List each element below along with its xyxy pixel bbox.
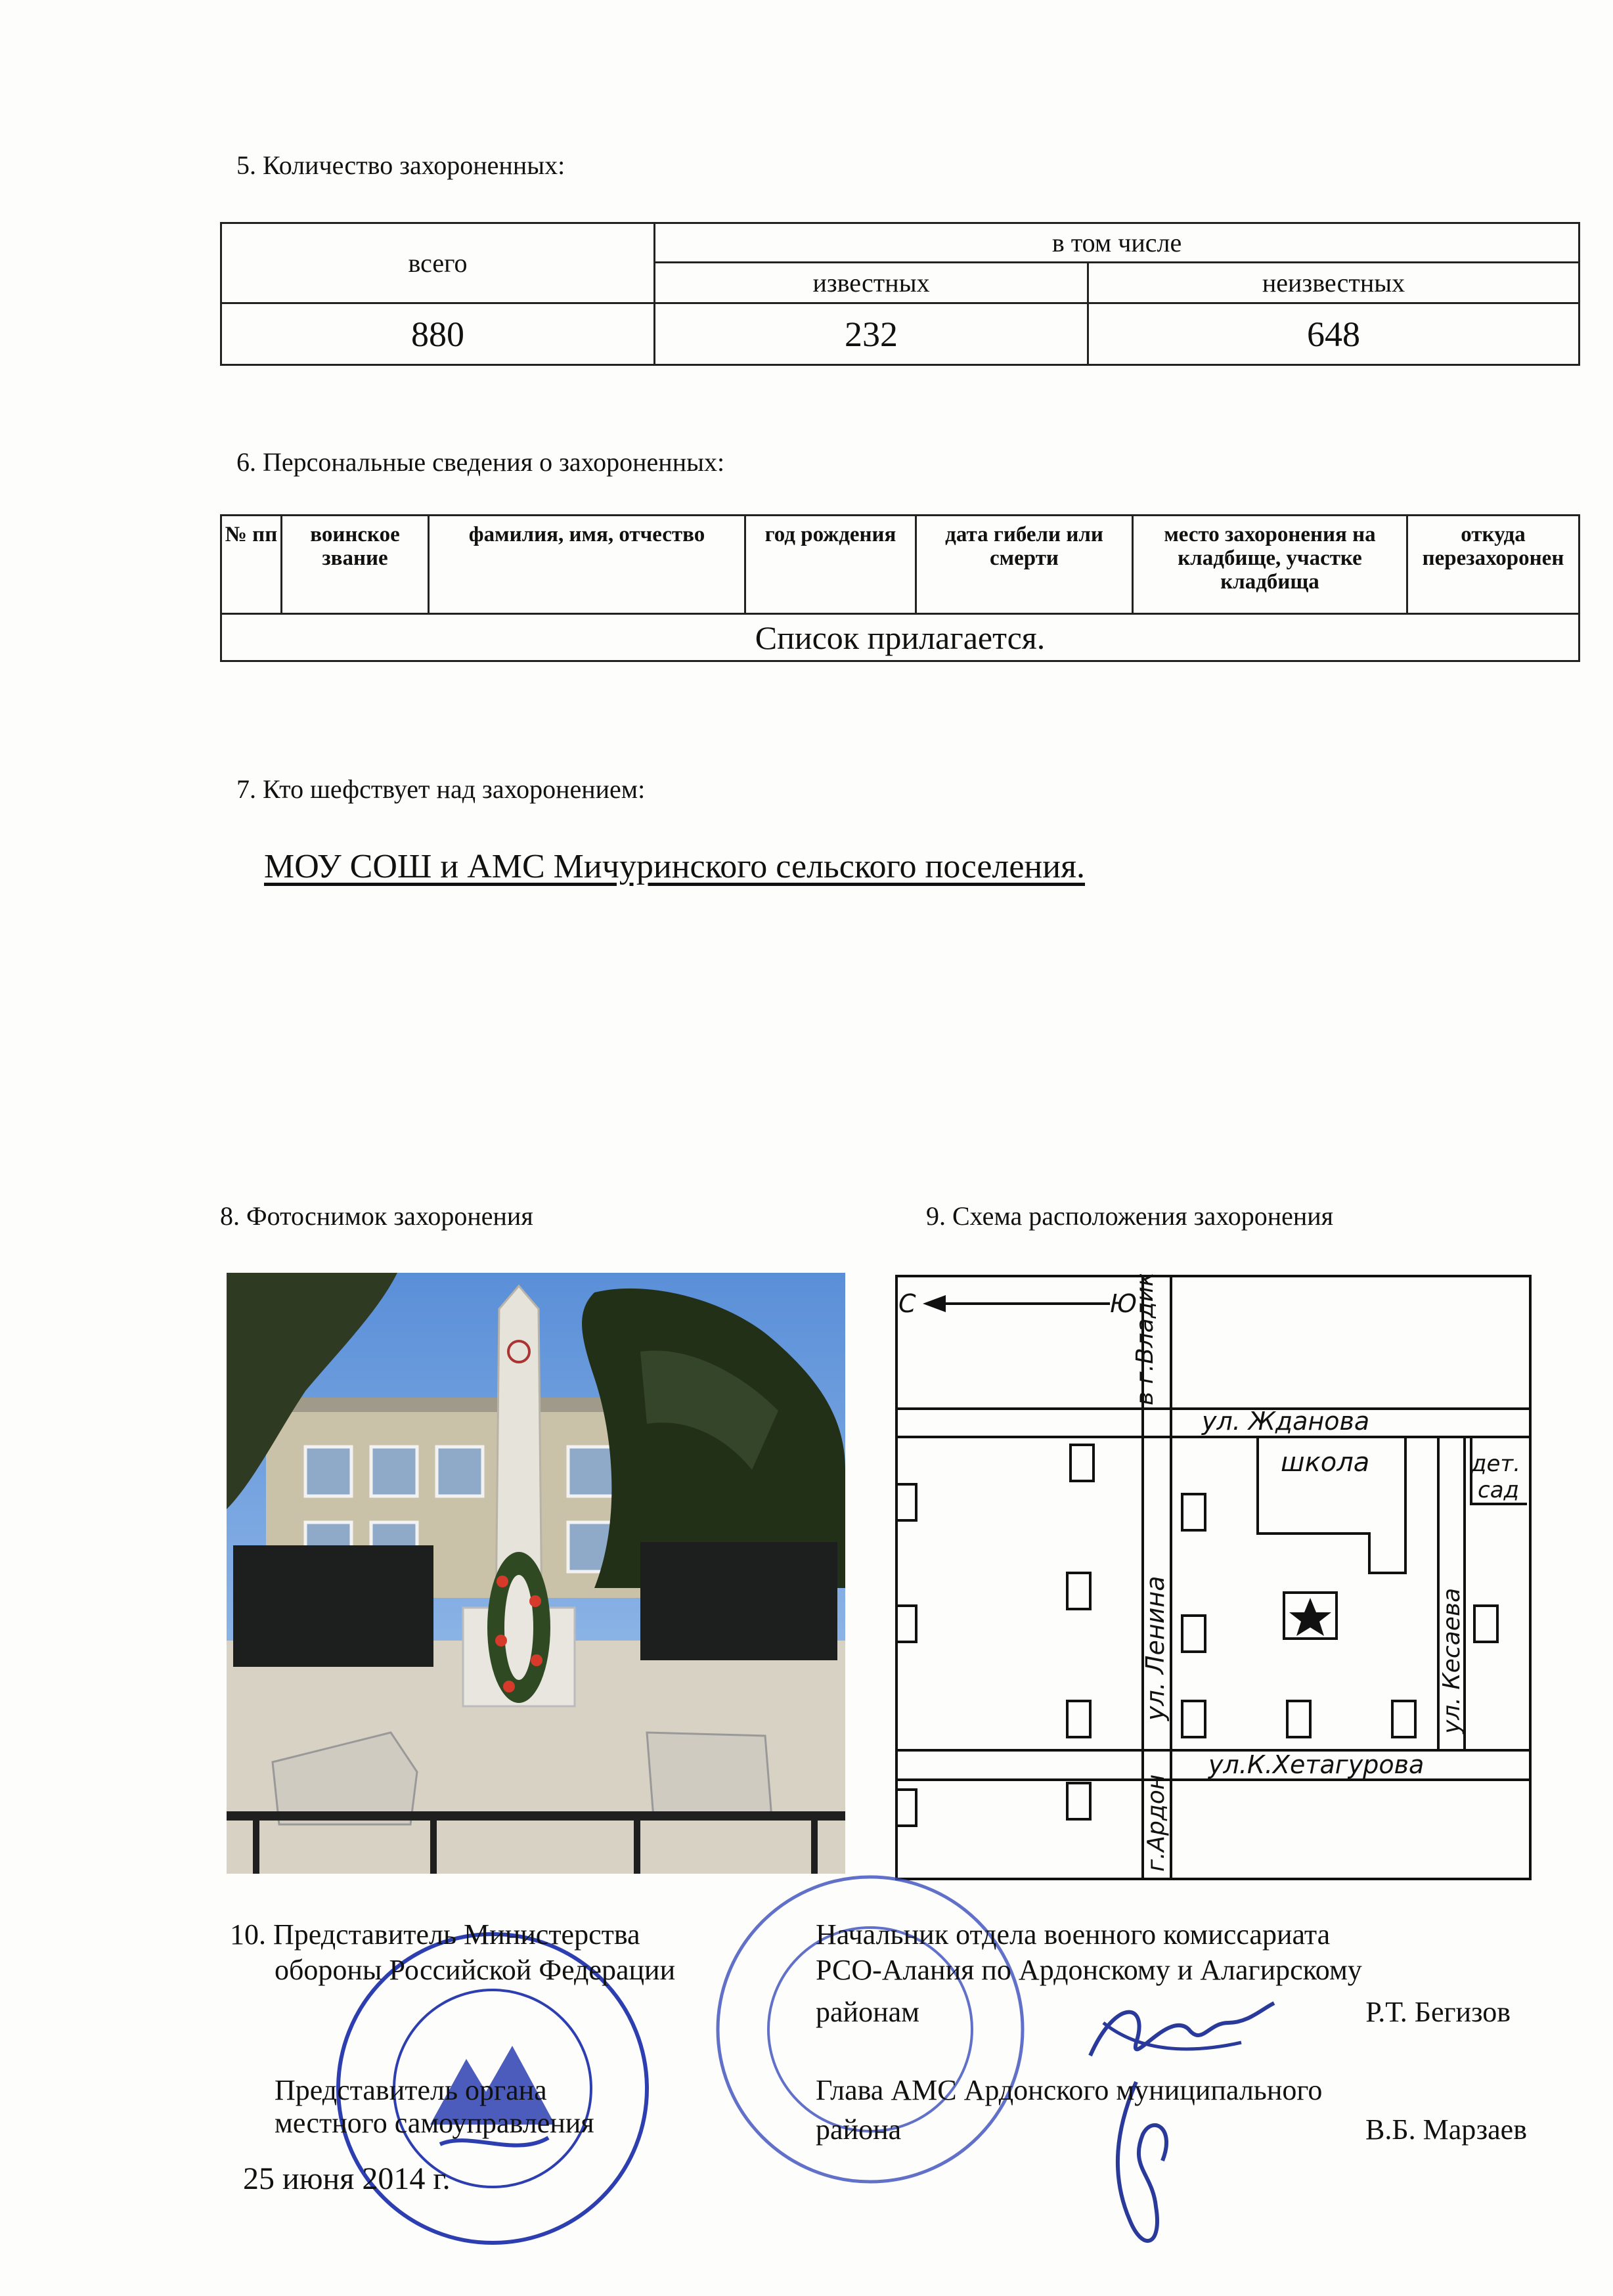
personal-info-table — [220, 514, 1580, 662]
col-birth-year: год рождения — [745, 516, 916, 614]
header-known: известных — [655, 263, 1088, 303]
section-5-title: 5. Количество захороненных: — [236, 150, 565, 180]
col-burial-place: место захоронения на кладбище, участке кладбища — [1133, 516, 1407, 614]
location-scheme — [893, 1274, 1550, 1885]
signing-date: 25 июня 2014 г. — [243, 2161, 451, 2196]
col-rank: воинское звание — [282, 516, 429, 614]
value-unknown: 648 — [1088, 303, 1580, 365]
map-south-label: Ю — [1110, 1289, 1138, 1318]
burial-photo — [227, 1273, 845, 1874]
map-school-label: школа — [1281, 1447, 1370, 1478]
map-kindergarten-label-1: дет. — [1471, 1451, 1521, 1477]
commissariat-name: Р.Т. Бегизов — [1365, 1996, 1511, 2028]
ministry-rep-line-1: 10. Представитель Министерства — [230, 1918, 640, 1951]
map-north-label: С — [898, 1289, 916, 1318]
burials-count-table — [220, 222, 1580, 366]
head-name: В.Б. Марзаев — [1365, 2113, 1527, 2146]
section-6-title: 6. Персональные сведения о захороненных: — [236, 447, 725, 477]
section-8-title: 8. Фотоснимок захоронения — [220, 1201, 533, 1231]
map-to-ardon: г.Ардон — [1143, 1774, 1170, 1872]
header-unknown: неизвестных — [1088, 263, 1580, 303]
map-kindergarten-label-2: сад — [1478, 1477, 1520, 1503]
col-reburied-from: откуда перезахоронен — [1407, 516, 1580, 614]
head-line-1: Глава АМС Ардонского муниципального — [816, 2074, 1323, 2106]
map-street-lenina: ул. Ленина — [1141, 1576, 1170, 1721]
col-full-name: фамилия, имя, отчество — [429, 516, 745, 614]
ministry-rep-line-2: обороны Российской Федерации — [275, 1954, 676, 1986]
local-rep-line-1: Представитель органа — [275, 2074, 547, 2106]
location-map — [893, 1274, 1550, 1885]
value-total: 880 — [221, 303, 655, 365]
list-attached-note: Список прилагается. — [221, 614, 1580, 661]
map-street-kesaeva: ул. Кесаева — [1438, 1587, 1465, 1734]
burial-star-icon — [1289, 1598, 1331, 1636]
section-7-title: 7. Кто шефствует над захоронением: — [236, 774, 646, 804]
map-to-vladikavkaz: в г.Владикавказ — [1132, 1274, 1159, 1405]
map-street-zhdanova: ул. Жданова — [1202, 1407, 1370, 1436]
map-street-khetagurova: ул.К.Хетагурова — [1208, 1750, 1425, 1779]
commissariat-line-3: районам — [816, 1996, 919, 2028]
value-known: 232 — [655, 303, 1088, 365]
memorial-photo-image — [227, 1273, 845, 1874]
local-rep-line-2: местного самоуправления — [275, 2107, 594, 2139]
patron-organization: МОУ СОШ и АМС Мичуринского сельского поселения. — [264, 848, 1086, 885]
header-including: в том числе — [655, 223, 1580, 263]
commissariat-line-1: Начальник отдела военного комиссариата — [816, 1918, 1331, 1951]
col-number: № пп — [221, 516, 282, 614]
section-9-title: 9. Схема расположения захоронения — [926, 1201, 1334, 1231]
commissariat-line-2: РСО-Алания по Ардонскому и Алагирскому — [816, 1954, 1362, 1986]
head-line-2: района — [816, 2113, 902, 2146]
header-total: всего — [221, 223, 655, 303]
col-death-date: дата гибели или смерти — [916, 516, 1133, 614]
